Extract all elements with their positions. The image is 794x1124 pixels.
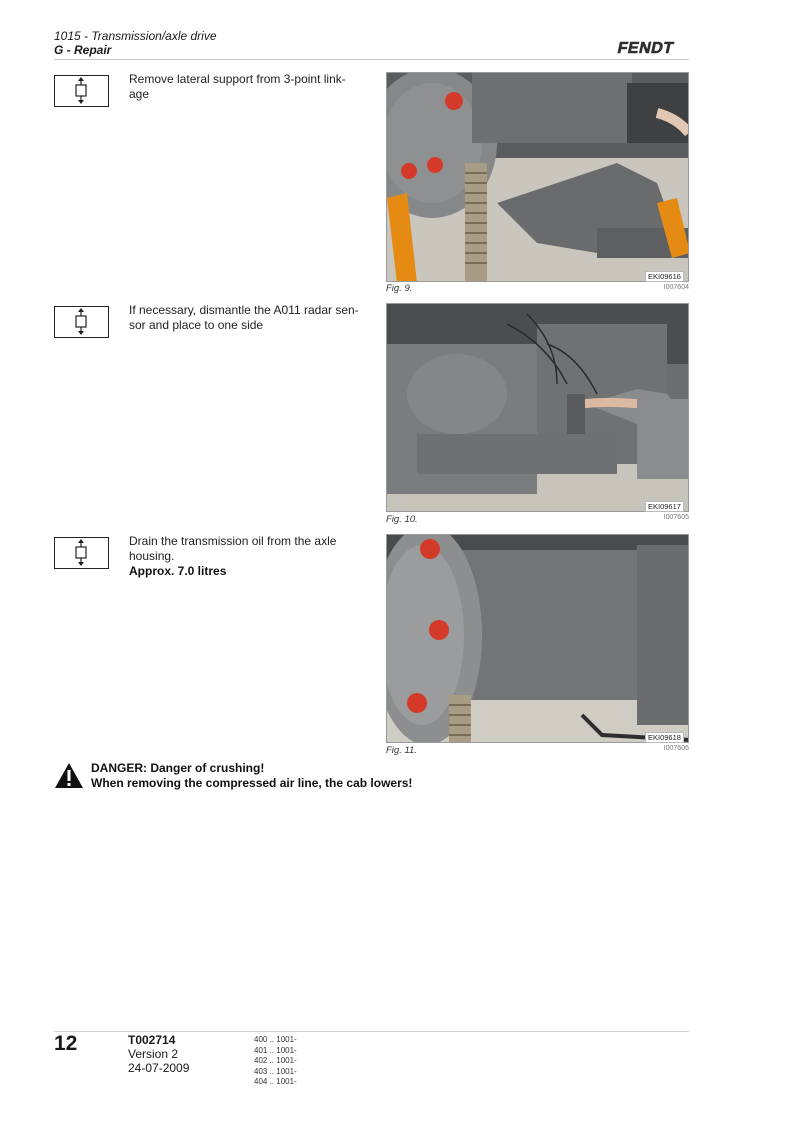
drain-oil-step-icon bbox=[54, 537, 109, 569]
step-2-text: If necessary, dismantle the A011 radar sen- sor and place to one side bbox=[129, 303, 359, 332]
fendt-logo bbox=[612, 38, 690, 58]
step-3-oil-quantity: Approx. 7.0 litres bbox=[129, 564, 227, 578]
danger-label: DANGER: Danger of crushing! bbox=[91, 761, 265, 775]
fig-10-ref: I007605 bbox=[663, 514, 689, 521]
serial-range: 401 .. 1001- bbox=[254, 1045, 297, 1055]
fig-11-caption: Fig. 11. bbox=[386, 745, 417, 756]
lateral-support-step-icon bbox=[54, 75, 109, 107]
fig-11-code: EKI09618 bbox=[645, 732, 684, 743]
doc-id: T002714 bbox=[128, 1033, 176, 1047]
step-1-text: Remove lateral support from 3-point link- age bbox=[129, 72, 346, 101]
step-3-text: Drain the transmission oil from the axle housing. bbox=[129, 534, 337, 563]
doc-version: Version 2 bbox=[128, 1047, 179, 1061]
footer-doc-info bbox=[128, 1033, 189, 1075]
serial-ranges bbox=[254, 1035, 297, 1088]
page-number: 12 bbox=[54, 1032, 78, 1055]
doc-date: 24-07-2009 bbox=[128, 1061, 190, 1075]
fig-11-photo bbox=[386, 534, 689, 743]
svg-text:FENDT: FENDT bbox=[615, 39, 676, 57]
fig-10-code: EKI09617 bbox=[645, 501, 684, 512]
fig-9-caption: Fig. 9. bbox=[386, 283, 413, 294]
serial-range: 402 .. 1001- bbox=[254, 1056, 297, 1065]
fig-10-caption: Fig. 10. bbox=[386, 514, 418, 525]
serial-range: 403 .. 1001- bbox=[254, 1066, 297, 1076]
danger-message: When removing the compressed air line, the cab lowers! bbox=[91, 776, 413, 790]
danger-warning-icon bbox=[54, 762, 84, 789]
fig-9-ref: I007604 bbox=[663, 284, 689, 291]
fig-9-code: EKI09616 bbox=[645, 271, 684, 282]
fig-11-ref: I007606 bbox=[663, 745, 689, 752]
document-title: 1015 - Transmission/axle drive bbox=[54, 29, 217, 43]
footer-divider bbox=[54, 1031, 689, 1032]
step-3-text-block bbox=[129, 534, 364, 579]
fig-9-photo bbox=[386, 72, 689, 282]
header-divider bbox=[54, 59, 689, 60]
serial-range: 404 .. 1001- bbox=[254, 1077, 297, 1086]
fig-10-photo bbox=[386, 303, 689, 512]
radar-sensor-step-icon bbox=[54, 306, 109, 338]
section-title: G - Repair bbox=[54, 43, 112, 57]
serial-range: 400 .. 1001- bbox=[254, 1035, 297, 1044]
